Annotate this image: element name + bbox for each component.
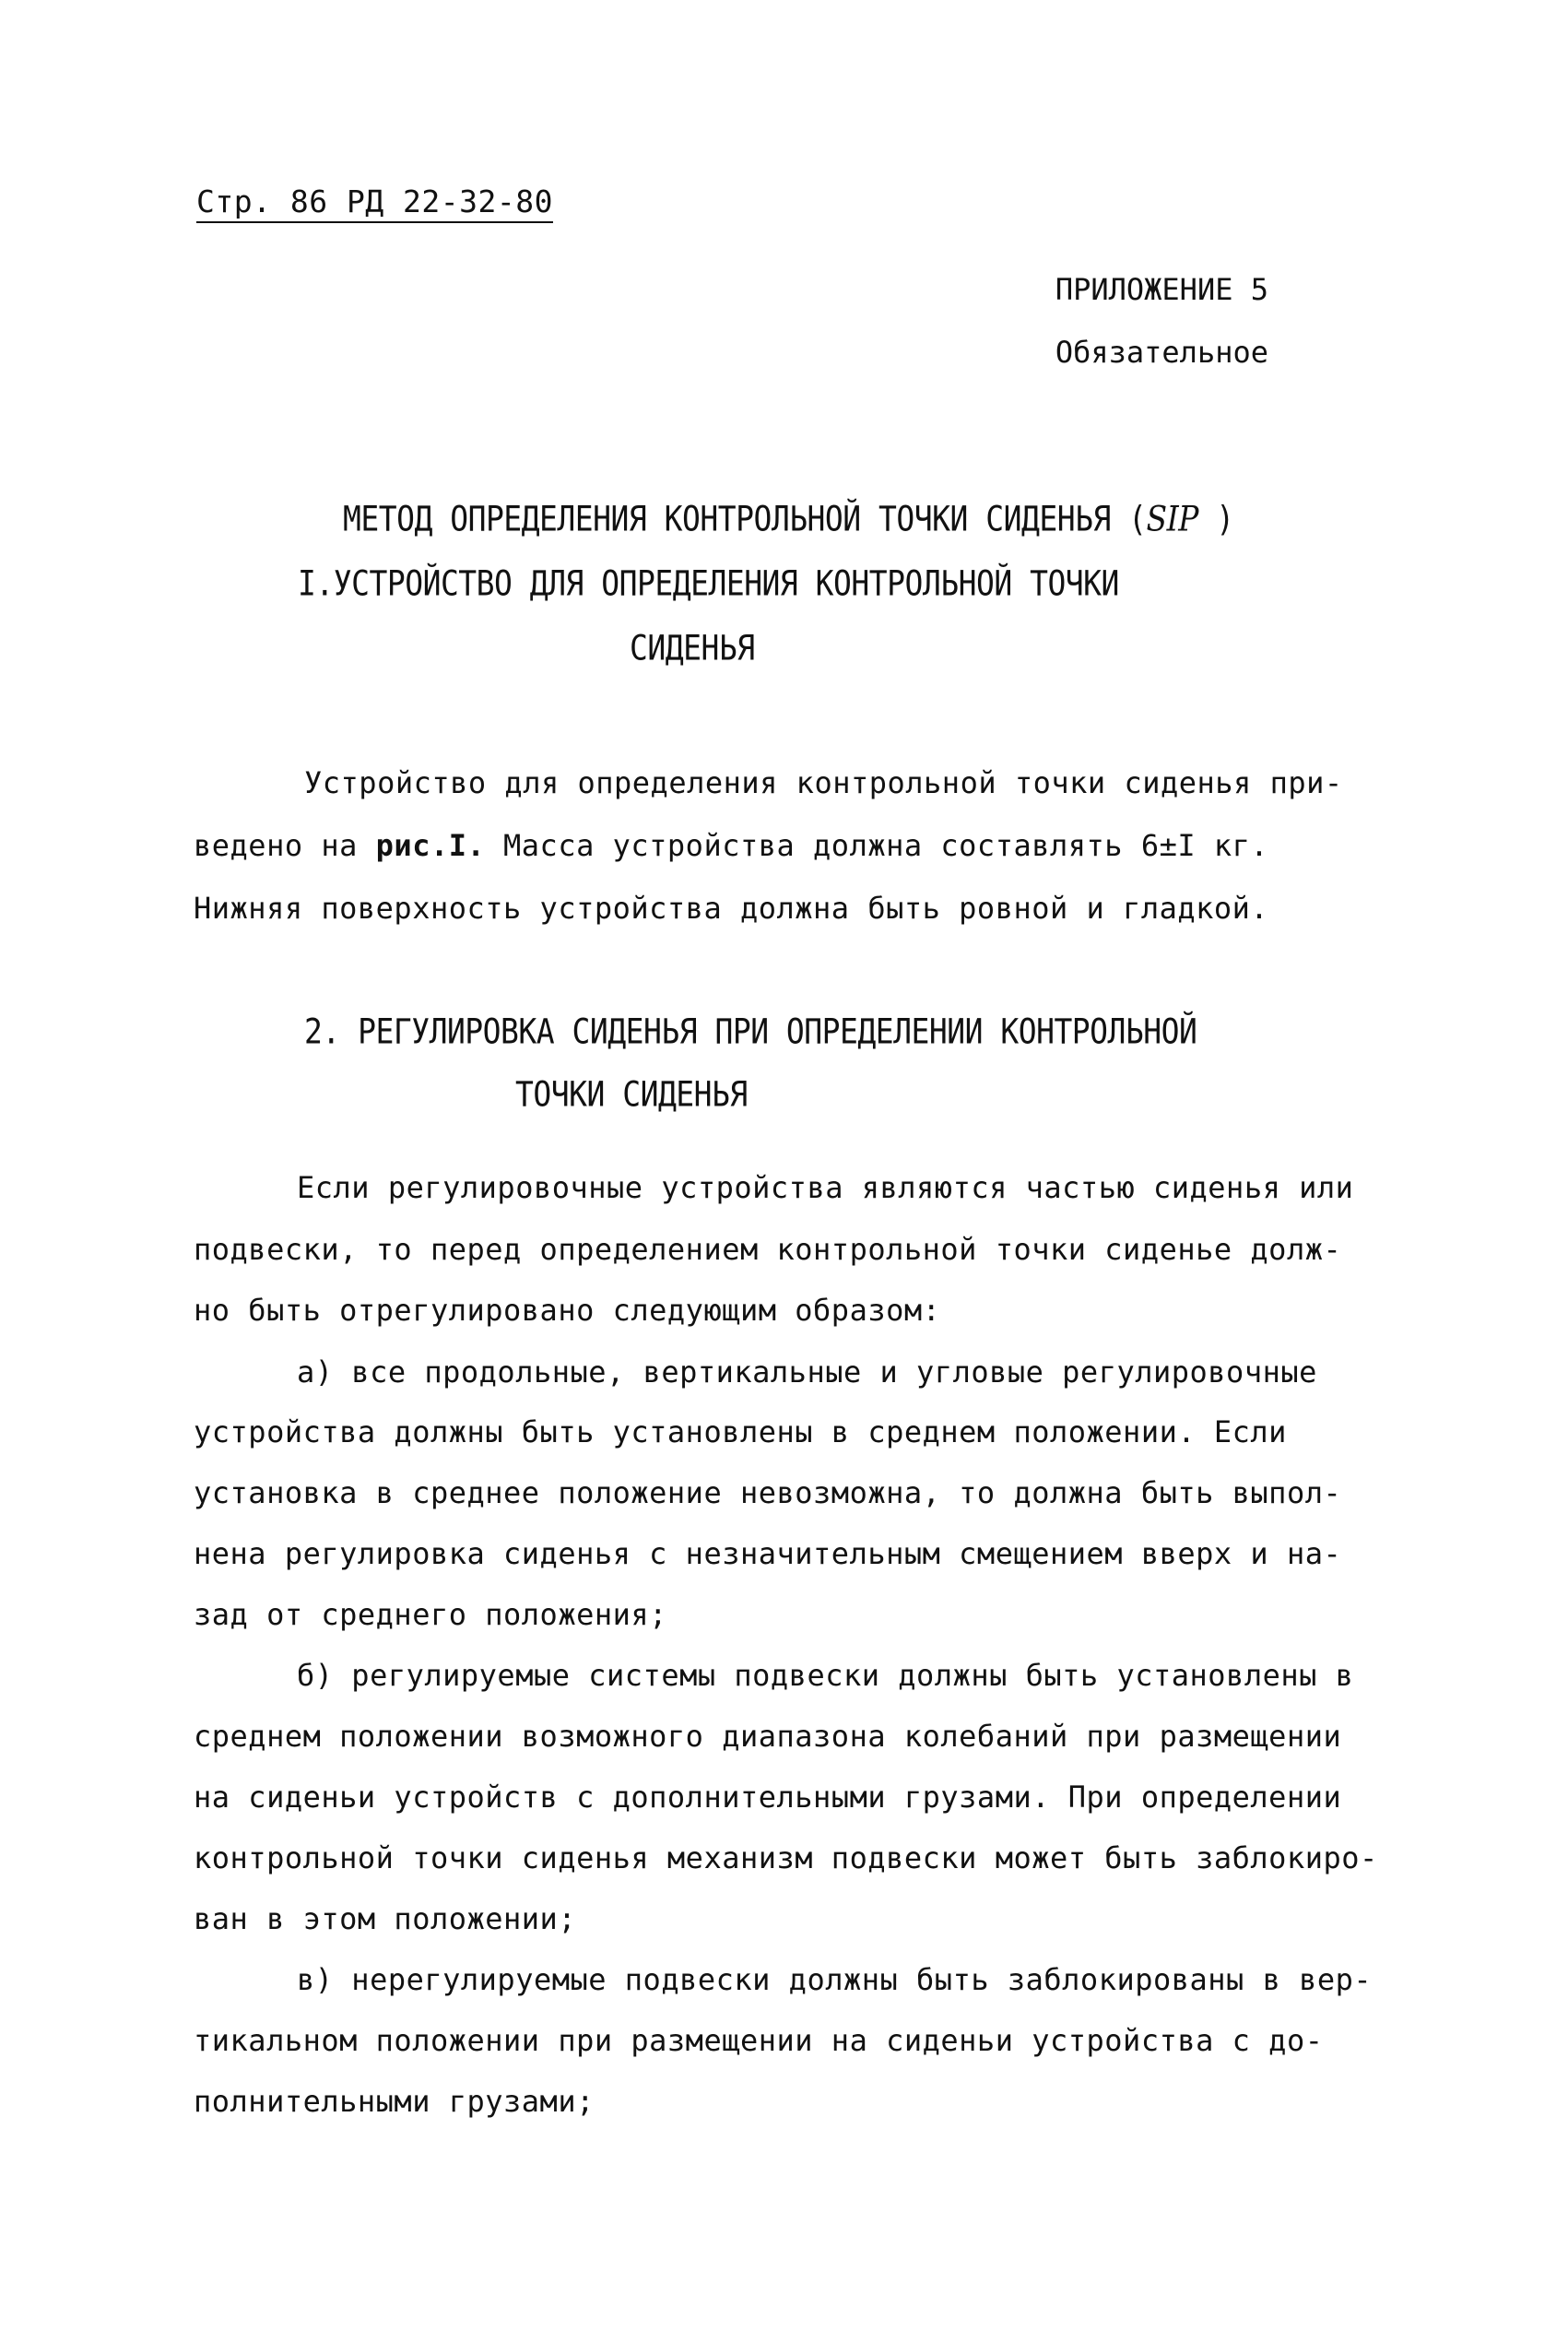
list-item-b-cont: контрольной точки сиденья механизм подвески может быть заблокиро- bbox=[194, 1840, 1378, 1875]
figure-reference: рис.I. bbox=[375, 828, 486, 863]
paragraph-line: подвески, то перед определением контрольной точки сиденье долж- bbox=[194, 1232, 1342, 1267]
paragraph-line: Устройство для определения контрольной точки сиденья при- bbox=[304, 765, 1343, 800]
section1-heading: I.УСТРОЙСТВО ДЛЯ ОПРЕДЕЛЕНИЯ КОНТРОЛЬНОЙ ТОЧКИ bbox=[298, 562, 1119, 604]
title-close: ) bbox=[1197, 498, 1234, 539]
list-item-b: б) регулируемые системы подвески должны быть установлены в bbox=[297, 1658, 1354, 1693]
paragraph-line: но быть отрегулировано следующим образом: bbox=[194, 1293, 941, 1328]
section1-heading-cont: СИДЕНЬЯ bbox=[630, 627, 755, 668]
list-item-c-cont: полнительными грузами; bbox=[194, 2084, 595, 2119]
list-item-b-cont: ван в этом положении; bbox=[194, 1901, 577, 1936]
paragraph-line: Если регулировочные устройства являются частью сиденья или bbox=[297, 1170, 1354, 1205]
list-item-a-cont: зад от среднего положения; bbox=[194, 1597, 667, 1632]
page-reference: Стр. 86 РД 22-32-80 bbox=[196, 183, 553, 219]
list-item-a: а) все продольные, вертикальные и угловые регулировочные bbox=[297, 1354, 1317, 1390]
list-item-a-cont: нена регулировка сиденья с незначительным смещением вверх и на- bbox=[194, 1536, 1342, 1571]
paragraph-line: Нижняя поверхность устройства должна быть ровной и гладкой. bbox=[194, 891, 1269, 926]
list-item-c: в) нерегулируемые подвески должны быть заблокированы в вер- bbox=[297, 1962, 1373, 1997]
list-item-c-cont: тикальном положении при размещении на сиденьи устройства с до- bbox=[194, 2023, 1324, 2058]
document-title bbox=[343, 498, 1234, 539]
text-segment: ведено на bbox=[194, 828, 376, 863]
section2-heading-cont: ТОЧКИ СИДЕНЬЯ bbox=[515, 1073, 748, 1115]
section2-heading: 2. РЕГУЛИРОВКА СИДЕНЬЯ ПРИ ОПРЕДЕЛЕНИИ КОНТРОЛЬНОЙ bbox=[304, 1011, 1197, 1052]
text-segment: Масса устройства должна составлять 6±I кг. bbox=[485, 828, 1269, 863]
list-item-b-cont: среднем положении возможного диапазона колебаний при размещении bbox=[194, 1719, 1342, 1754]
title-text: МЕТОД ОПРЕДЕЛЕНИЯ КОНТРОЛЬНОЙ ТОЧКИ СИДЕНЬЯ ( bbox=[343, 498, 1147, 539]
list-item-a-cont: установка в среднее положение невозможна, то должна быть выпол- bbox=[194, 1475, 1342, 1510]
title-abbreviation: SIP bbox=[1146, 498, 1198, 539]
list-item-b-cont: на сиденьи устройств с дополнительными грузами. При определении bbox=[194, 1780, 1342, 1815]
appendix-status: Обязательное bbox=[1055, 335, 1268, 370]
appendix-label: ПРИЛОЖЕНИЕ 5 bbox=[1055, 272, 1268, 307]
list-item-a-cont: устройства должны быть установлены в среднем положении. Если bbox=[194, 1414, 1287, 1449]
paragraph-line bbox=[194, 828, 1269, 863]
